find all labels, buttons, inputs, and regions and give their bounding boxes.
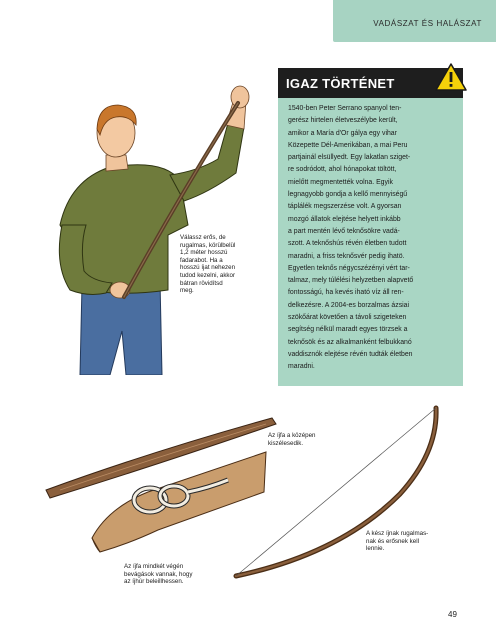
man-caption — [180, 234, 272, 295]
story-line: Közepette Dél-Amerikában, a mai Peru — [288, 141, 408, 149]
story-line: 1540-ben Peter Serrano spanyol ten- — [288, 105, 402, 112]
true-story-box — [278, 68, 463, 386]
caption-line: az íjhúr beleillhessen. — [124, 578, 184, 586]
story-line: táplálék megszerzése volt. A gyorsan — [288, 203, 402, 211]
story-line: Egyetlen teknős négycszézényi vért tar- — [288, 264, 410, 272]
caption-line: lennie. — [366, 545, 385, 553]
story-line: maradni, a friss teknősvér pedig ihatö. — [288, 252, 405, 260]
caption-line: rugalmas, körülbelül — [180, 241, 236, 249]
caption-line: Az íjfa mindkét végén — [124, 563, 184, 570]
story-line: teknősök és az alkalmanként felbukkanó — [288, 338, 412, 346]
caption-line: bátran rövidítsd — [180, 279, 223, 287]
true-story-title: IGAZ TÖRTÉNET — [286, 76, 395, 91]
story-line: vaddisznók elejtése révén tudták életben — [288, 350, 413, 358]
man-with-stick-illustration — [40, 85, 280, 375]
story-line: gerész hirtelen életveszélybe került, — [288, 117, 398, 125]
caption-line: meg. — [180, 287, 194, 295]
story-line: segítség nélkül maradt egyes törzsek a — [288, 326, 408, 334]
caption-line: hosszú íjat nehezen — [180, 264, 236, 272]
story-line: mozgó állatok elejtése helyett inkább — [288, 215, 401, 223]
caption-line: Az íjfa a középen — [268, 432, 316, 439]
story-line: legnagyobb gondja a kellő mennyiségű — [288, 191, 408, 199]
story-line: delkezésre. A 2004-es borzalmas ázsiai — [288, 301, 410, 309]
caption-line: A kész íjnak rugalmas- — [366, 530, 429, 537]
story-line: maradni. — [288, 363, 315, 371]
caption-line: kiszélesedik. — [268, 439, 304, 447]
story-line: fontosságú, ha kevés iható víz áll ren- — [288, 289, 404, 297]
caption-line: tudod kezelni, akkor — [180, 271, 236, 279]
story-line: mielőtt megmentették volna. Egyik — [288, 178, 393, 186]
story-line: re sodródott, ahol hónapokat töltött, — [288, 166, 397, 174]
true-story-text — [288, 103, 458, 374]
section-header-tab — [333, 0, 496, 42]
page-number: 49 — [448, 610, 457, 619]
story-line: partjainál elsüllyedt. Egy lakatlan sziget- — [288, 154, 411, 162]
caption-line: bevágások vannak, hogy — [124, 570, 193, 578]
warning-triangle-icon — [435, 63, 467, 91]
caption-line: nak és erősnek kell — [366, 537, 419, 545]
strung-bow-illustration — [230, 404, 460, 586]
section-title: VADÁSZAT ÉS HALÁSZAT — [373, 19, 482, 28]
caption-line: fadarabot. Ha a — [180, 256, 223, 264]
story-line: amikor a María d'Or gálya egy vihar — [288, 129, 397, 137]
story-line: szökőárat követően a távoli szigeteken — [288, 314, 407, 322]
notches-caption — [124, 563, 234, 586]
caption-line: Válassz erős, de — [180, 234, 226, 241]
bent-bow-caption — [366, 530, 456, 553]
story-line: szott. A teknőshús révén életben tudott — [288, 240, 407, 248]
caption-line: 1,2 méter hosszú — [180, 249, 228, 257]
story-line: talmaz, mely túlélési helyzetben alapvető — [288, 277, 414, 285]
story-line: a part mentén lévő teknősökre vadá- — [288, 227, 400, 235]
